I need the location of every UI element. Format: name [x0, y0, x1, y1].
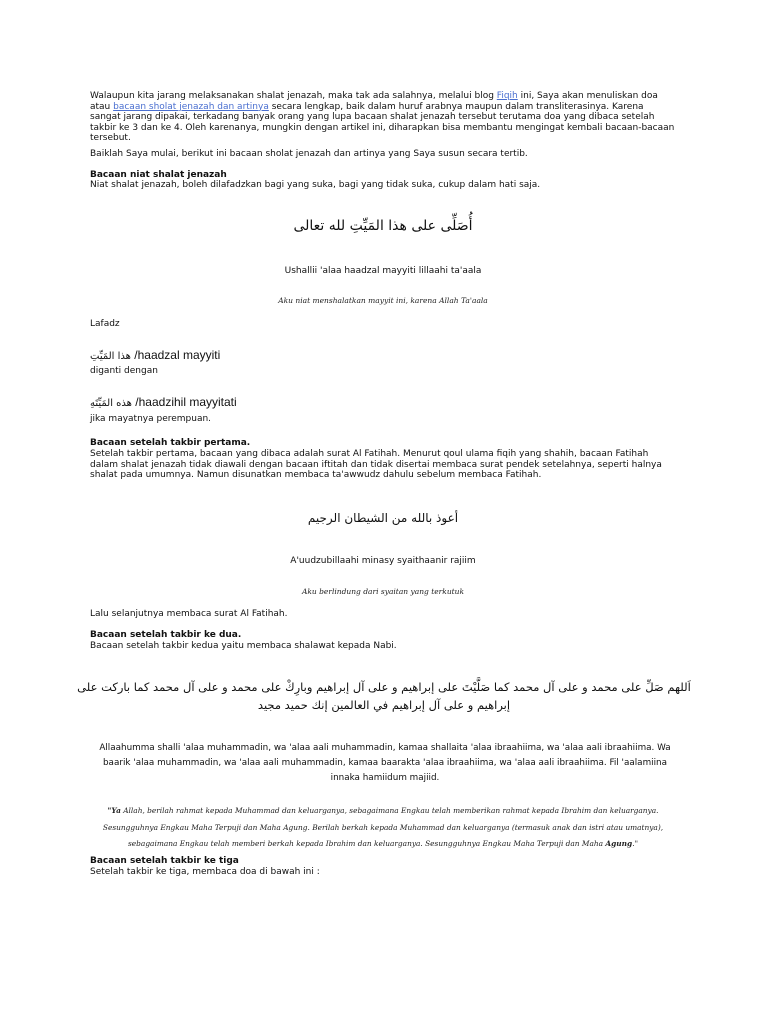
lafadz-latin-2: /haadzihil mayyitati	[131, 395, 237, 409]
niat-transliteration: Ushallii 'alaa haadzal mayyiti lillaahi ta'aala	[284, 266, 482, 276]
bacaan-link[interactable]: bacaan sholat jenazah dan artinya	[113, 101, 269, 112]
lafadz-line-1	[90, 350, 676, 363]
shalawat-meaning-close: ."	[632, 839, 638, 848]
lafadz-line-2	[90, 397, 676, 410]
shalawat-translit-line-3: innaka hamiidum majiid.	[330, 773, 440, 783]
takbir1-after: Lalu selanjutnya membaca surat Al Fatihah.	[90, 609, 288, 619]
lafadz-note-2: jika mayatnya perempuan.	[90, 414, 212, 424]
taawwudz-arabic: أعوذ بالله من الشيطان الرجيم	[307, 511, 459, 525]
shalawat-translit-line-2: baarik 'alaa muhammadin, wa 'alaa aali muhammadin, kamaa baarakta 'alaa ibraahiima, wa 'alaa aali ibraahiima. Fil 'aalamiina	[102, 758, 668, 768]
niat-description: Niat shalat jenazah, boleh dilafadzkan bagi yang suka, bagi yang tidak suka, cukup dalam hati saja.	[90, 180, 541, 190]
intro-paragraph	[90, 91, 676, 144]
shalawat-arabic-line-1: اَللهم صَلِّ على محمد و على آل محمد كما صَلَّيْتَ على إبراهيم و على آل إبراهيم وبارِكْ على محمد و على آل محمد كما باركت على	[77, 680, 691, 694]
shalawat-meaning-end: Agung	[605, 839, 633, 848]
niat-heading: Bacaan niat shalat jenazah	[90, 170, 227, 180]
fiqih-link[interactable]: Fiqih	[496, 91, 518, 101]
intro-2-paragraph: Baiklah Saya mulai, berikut ini bacaan sholat jenazah dan artinya yang Saya susun secara tertib.	[90, 149, 528, 159]
shalawat-meaning-start: "Ya	[107, 806, 121, 815]
taawwudz-meaning: Aku berlindung dari syaitan yang terkutuk	[301, 587, 465, 596]
takbir2-description: Bacaan setelah takbir kedua yaitu membaca shalawat kepada Nabi.	[90, 641, 397, 651]
takbir3-description: Setelah takbir ke tiga, membaca doa di bawah ini :	[90, 867, 320, 877]
niat-meaning: Aku niat menshalatkan mayyit ini, karena Allah Ta'aala	[278, 296, 488, 305]
shalawat-meaning-body: Allah, berilah rahmat kepada Muhammad dan keluarganya, sebagaimana Engkau telah memberikan rahmat kepada Ibrahim dan keluarganya. Sesungguhnya Engkau Maha Terpuji dan Maha Agung. Berilah berkah kepada Muhammad dan keluarganya (termasuk anak dan istri atau umatnya), sebagaimana Engkau telah memberi berkah kepada Ibrahim dan keluarganya. Sesungguhnya Engkau Maha Terpuji dan Maha	[102, 806, 664, 848]
niat-arabic: أُصَلِّى على هذا المَيِّتِ لله تعالى	[293, 218, 473, 234]
lafadz-arabic-1: هذا المَيِّتِ	[90, 351, 131, 362]
intro-text-2: ini, Saya akan menuliskan doa atau	[90, 91, 658, 112]
intro-text-3: secara lengkap, baik dalam huruf arabnya maupun dalam transliterasinya. Karena sangat jarang dipakai, terkadang banyak orang yang lupa bacaan shalat jenazah tersebut terutama doa yang dibaca setelah takbir ke 3 dan ke 4. Oleh karenanya, mungkin dengan artikel ini, diharapkan bisa membantu mengingat kembali bacaan-bacaan tersebut.	[90, 101, 675, 144]
lafadz-note-1: diganti dengan	[90, 366, 158, 376]
intro-text-1: Walaupun kita jarang melaksanakan shalat jenazah, maka tak ada salahnya, melalui blog	[90, 91, 497, 101]
shalawat-meaning	[90, 803, 676, 853]
takbir3-heading: Bacaan setelah takbir ke tiga	[90, 856, 239, 866]
takbir2-heading: Bacaan setelah takbir ke dua.	[90, 630, 242, 640]
taawwudz-transliteration: A'uudzubillaahi minasy syaithaanir rajiim	[290, 556, 476, 566]
lafadz-latin-1: /haadzal mayyiti	[130, 348, 221, 362]
lafadz-label: Lafadz	[90, 319, 120, 329]
shalawat-arabic	[0, 678, 768, 714]
shalawat-transliteration	[90, 741, 680, 786]
takbir1-description: Setelah takbir pertama, bacaan yang dibaca adalah surat Al Fatihah. Menurut qoul ulama fiqih yang shahih, bacaan Fatihah dalam shalat jenazah tidak diawali dengan bacaan iftitah dan tidak disertai membaca surat pendek setelahnya, seperti halnya shalat pada umumnya. Namun disunatkan membaca ta'awwudz dahulu sebelum membaca Fatihah.	[90, 449, 662, 481]
shalawat-translit-line-1: Allaahumma shalli 'alaa muhammadin, wa 'alaa aali muhammadin, kamaa shallaita 'alaa ibraahiima, wa 'alaa aali ibraahiima. Wa	[99, 743, 671, 753]
takbir1-heading: Bacaan setelah takbir pertama.	[90, 438, 251, 448]
shalawat-arabic-line-2: إبراهيم و على آل إبراهيم في العالمين إنك حميد مجيد	[257, 698, 511, 712]
lafadz-arabic-2: هذه المَيِّتَهِ	[90, 398, 132, 409]
